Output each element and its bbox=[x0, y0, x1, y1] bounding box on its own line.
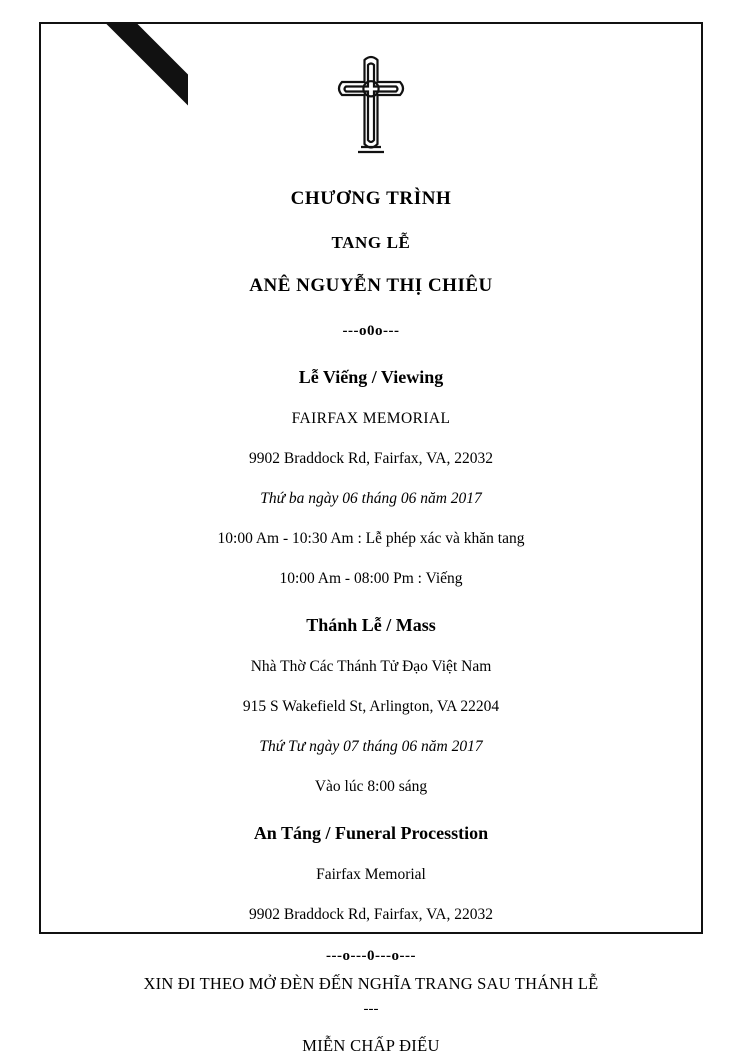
viewing-time-hours: 10:00 Am - 08:00 Pm : Viếng bbox=[279, 570, 463, 587]
mass-date: Thứ Tư ngày 07 tháng 06 năm 2017 bbox=[259, 738, 483, 755]
footer-divider: ---o---0---o--- bbox=[326, 948, 416, 964]
footer-small-divider: --- bbox=[363, 1001, 379, 1017]
burial-address: 9902 Braddock Rd, Fairfax, VA, 22032 bbox=[249, 906, 493, 923]
page-title: CHƯƠNG TRÌNH bbox=[290, 188, 452, 209]
mass-time: Vào lúc 8:00 sáng bbox=[314, 778, 428, 795]
deceased-name: ANÊ NGUYỄN THỊ CHIÊU bbox=[249, 275, 493, 296]
page-subtitle: TANG LỄ bbox=[331, 233, 411, 252]
section-heading-viewing: Lễ Viếng / Viewing bbox=[298, 367, 444, 387]
viewing-address: 9902 Braddock Rd, Fairfax, VA, 22032 bbox=[249, 450, 493, 467]
viewing-date: Thứ ba ngày 06 tháng 06 năm 2017 bbox=[260, 490, 482, 507]
mass-address: 915 S Wakefield St, Arlington, VA 22204 bbox=[242, 698, 500, 715]
christian-cross-icon bbox=[328, 52, 414, 160]
section-heading-burial: An Táng / Funeral Processtion bbox=[253, 823, 489, 843]
footer-note: XIN ĐI THEO MỞ ĐÈN ĐẾN NGHĨA TRANG SAU THÁNH LỄ bbox=[143, 974, 599, 993]
section-heading-mass: Thánh Lễ / Mass bbox=[306, 615, 436, 635]
footer-closing: MIỄN CHẤP ĐIẾU bbox=[302, 1036, 440, 1055]
program-content bbox=[41, 24, 701, 1055]
mass-venue: Nhà Thờ Các Thánh Tử Đạo Việt Nam bbox=[250, 658, 492, 675]
ornament-divider: ---o0o--- bbox=[342, 323, 400, 339]
viewing-venue: FAIRFAX MEMORIAL bbox=[291, 410, 451, 427]
viewing-time-rites: 10:00 Am - 10:30 Am : Lễ phép xác và khăn tang bbox=[217, 530, 525, 547]
burial-venue: Fairfax Memorial bbox=[316, 866, 426, 883]
